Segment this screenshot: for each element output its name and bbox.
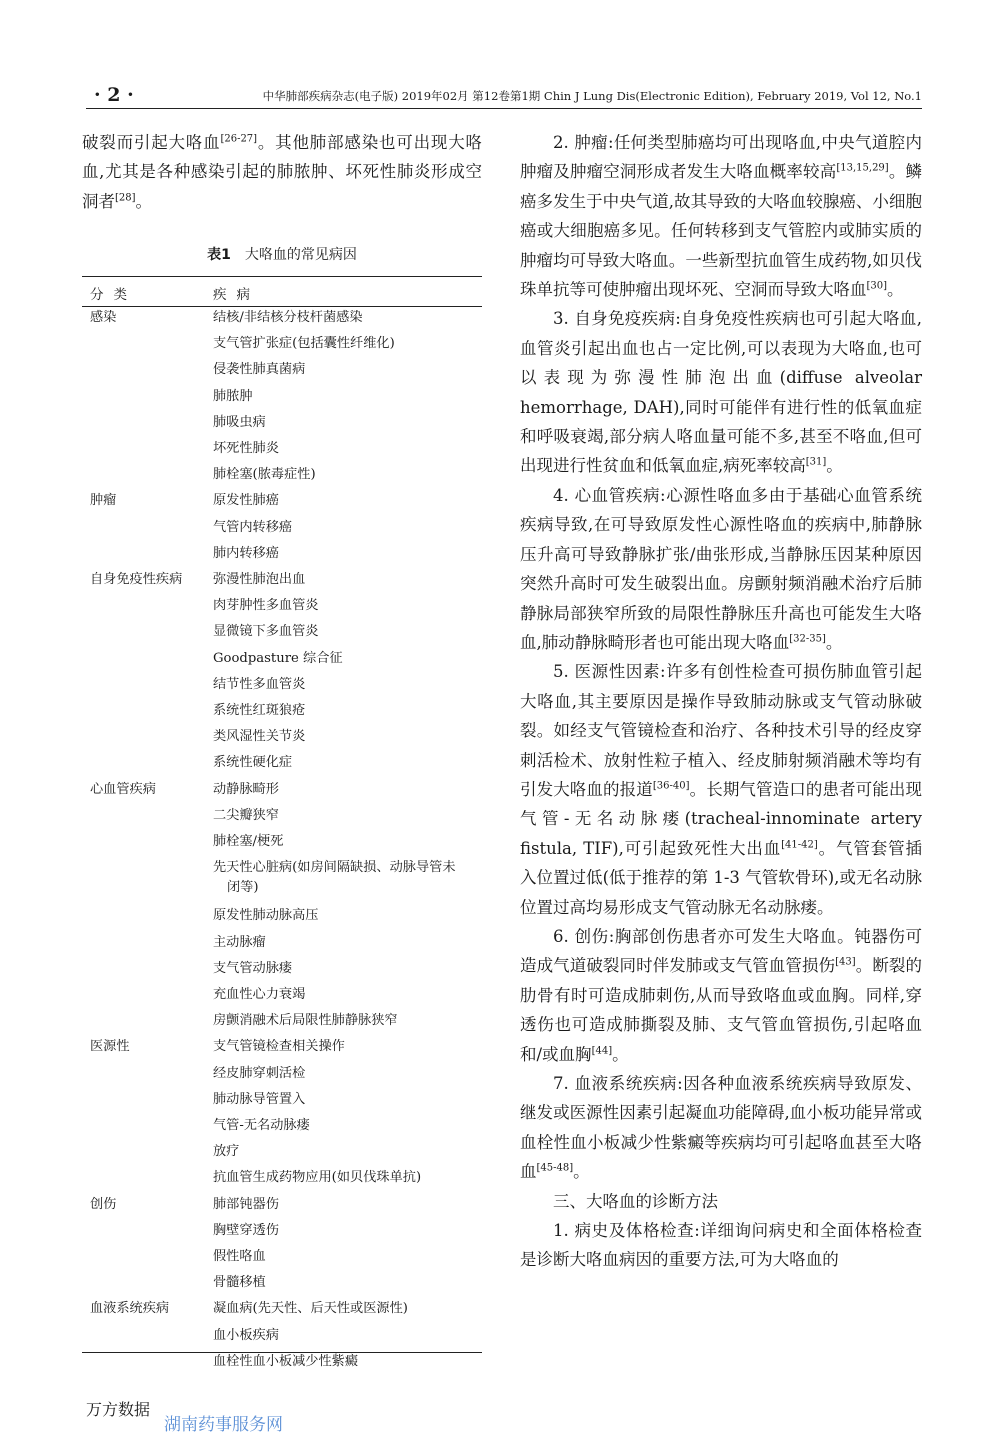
left-column-intro <box>82 128 482 216</box>
cell-category: 血液系统疾病 <box>90 1301 170 1317</box>
cell-disease: 类风湿性关节炎 <box>213 729 306 745</box>
cell-disease: 肺吸虫病 <box>213 414 266 430</box>
cell-category: 肿瘤 <box>90 493 117 509</box>
footer-source: 万方数据 <box>86 1400 151 1419</box>
cell-disease: 支气管镜检查相关操作 <box>213 1039 345 1055</box>
cell-disease: 抗血管生成药物应用(如贝伐珠单抗) <box>213 1170 422 1186</box>
cell-disease: 凝血病(先天性、后天性或医源性) <box>213 1301 408 1317</box>
cell-disease: 坏死性肺炎 <box>213 441 279 456</box>
table-bottom-rule <box>82 1352 482 1353</box>
section-heading: 三、大咯血的诊断方法 <box>553 1191 718 1211</box>
cell-disease: 肉芽肿性多血管炎 <box>213 598 319 614</box>
cell-disease: 假性咯血 <box>213 1249 266 1264</box>
cell-disease: 原发性肺动脉高压 <box>213 908 319 924</box>
paragraph-tumor: 2. 肿瘤:任何类型肺癌均可出现咯血,中央气道腔内肿瘤及肿瘤空洞形成者发生大咯血概率较高[13,15,29]。鳞癌多发生于中央气道,故其导致的大咯血较腺癌、小细胞癌或大细胞癌多见。任何转移到支气管腔内或肺实质的肿瘤均可导致大咯血。一些新型抗血管生成药物,如贝伐珠单抗等可使肿瘤出现坏死、空洞而导致大咯血[30]。 <box>520 133 923 300</box>
cell-disease: 肺栓塞/梗死 <box>213 834 284 849</box>
cell-disease: 系统性硬化症 <box>213 755 293 771</box>
cell-disease: 支气管扩张症(包括囊性纤维化) <box>213 336 395 352</box>
table-title: 大咯血的常见病因 <box>244 247 357 263</box>
cell-disease: 房颤消融术后局限性肺静脉狭窄 <box>213 1013 398 1029</box>
cell-category: 创伤 <box>90 1196 117 1212</box>
cell-disease: 二尖瓣狭窄 <box>213 807 279 823</box>
paragraph-hematologic: 7. 血液系统疾病:因各种血液系统疾病导致原发、继发或医源性因素引起凝血功能障碍,血小板功能异常或血栓性血小板减少性紫癜等疾病均可引起咯血甚至大咯血[45-48]。 <box>520 1074 922 1182</box>
cell-disease: 结节性多血管炎 <box>213 676 306 692</box>
paragraph-trauma: 6. 创伤:胸部创伤患者亦可发生大咯血。钝器伤可造成气道破裂同时伴发肺或支气管血管损伤[43]。断裂的肋骨有时可造成肺刺伤,从而导致咯血或血胸。同样,穿透伤也可造成肺撕裂及肺、支气管血管损伤,引起咯血和/或血胸[44]。 <box>520 926 923 1064</box>
cell-disease: 肺部钝器伤 <box>213 1196 279 1212</box>
running-head: 中华肺部疾病杂志(电子版) 2019年02月 第12卷第1期 Chin J Lung Dis(Electronic Edition), February 2019, Vol 12, No.1 <box>262 89 922 103</box>
cell-disease: Goodpasture 综合征 <box>213 650 343 666</box>
cell-disease: 肺栓塞(脓毒症性) <box>213 467 316 483</box>
cell-disease: 充血性心力衰竭 <box>213 987 306 1002</box>
cell-category: 感染 <box>90 310 117 325</box>
causes-table <box>82 276 482 1369</box>
header-rule <box>86 108 922 109</box>
cell-disease: 气管内转移癌 <box>213 519 293 535</box>
cell-category: 心血管疾病 <box>90 781 156 797</box>
cell-disease: 骨髓移植 <box>213 1275 266 1291</box>
cell-disease: 血小板疾病 <box>213 1327 279 1343</box>
cell-disease: 动静脉畸形 <box>213 781 279 797</box>
page-header <box>60 84 922 110</box>
table-header-rule <box>82 306 482 307</box>
cell-disease: 弥漫性肺泡出血 <box>213 572 306 587</box>
cell-disease: 胸壁穿透伤 <box>213 1222 279 1238</box>
intro-paragraph: 破裂而引起大咯血[26-27]。其他肺部感染也可出现大咯血,尤其是各种感染引起的肺脓肿、坏死性肺炎形成空洞者[28]。 <box>82 133 483 211</box>
cell-disease: 肺脓肿 <box>213 388 253 404</box>
cell-disease: 侵袭性肺真菌病 <box>213 362 306 378</box>
table-caption <box>82 244 482 264</box>
page-number: · 2 · <box>94 84 134 106</box>
cell-category: 自身免疫性疾病 <box>90 572 183 587</box>
cell-disease: 经皮肺穿刺活检 <box>213 1065 306 1081</box>
cell-disease: 结核/非结核分枝杆菌感染 <box>213 310 363 325</box>
paragraph-cardiovascular: 4. 心血管疾病:心源性咯血多由于基础心血管系统疾病导致,在可导致原发性心源性咯血的疾病中,肺静脉压升高可导致静脉扩张/曲张形成,当静脉压因某种原因突然升高时可发生破裂出血。房颤射频消融术治疗后肺静脉局部狭窄所致的局限性静脉压升高也可能发生大咯血,肺动静脉畸形者也可能出现大咯血[32-35]。 <box>520 485 922 652</box>
header-category: 分类 <box>90 287 137 303</box>
cell-disease: 系统性红斑狼疮 <box>213 703 306 718</box>
cell-disease: 主动脉瘤 <box>213 934 266 950</box>
cell-disease: 肺动脉导管置入 <box>213 1091 306 1107</box>
watermark: 湖南药事服务网 <box>164 1415 283 1435</box>
paragraph-iatrogenic: 5. 医源性因素:许多有创性检查可损伤肺血管引起大咯血,其主要原因是操作导致肺动脉或支气管动脉破裂。如经支气管镜检查和治疗、各种技术引导的经皮穿刺活检术、放射性粒子植入、经皮肺射频消融术等均有引发大咯血的报道[36-40]。长期气管造口的患者可能出现气管-无名动脉瘘(tracheal-innominate artery fistula, TIF),可引起致死性大出血[41-42]。气管套管插入位置过低(低于推荐的第 1-3 气管软骨环),或无名动脉位置过高均易形成支气管动脉无名动脉瘘。 <box>520 662 923 917</box>
cell-disease: 气管-无名动脉瘘 <box>213 1118 310 1133</box>
cell-disease: 放疗 <box>213 1144 240 1160</box>
right-column <box>520 128 922 1275</box>
cell-category: 医源性 <box>90 1039 130 1055</box>
cell-disease: 先天性心脏病(如房间隔缺损、动脉导管未 闭等) <box>213 860 456 896</box>
cell-disease: 支气管动脉瘘 <box>213 960 293 976</box>
paragraph-history: 1. 病史及体格检查:详细询问病史和全面体格检查是诊断大咯血病因的重要方法,可为大咯血的 <box>520 1221 922 1270</box>
cell-disease: 肺内转移癌 <box>213 545 279 561</box>
header-disease: 疾病 <box>213 287 260 303</box>
paragraph-autoimmune: 3. 自身免疫疾病:自身免疫性疾病也可引起大咯血,血管炎引起出血也占一定比例,可以表现为大咯血,也可以表现为弥漫性肺泡出血(diffuse alveolar hemorrhage, DAH),同时可能伴有进行性的低氧血症和呼吸衰竭,部分病人咯血量可能不多,甚至不咯血,但可出现进行性贫血和低氧血症,病死率较高[31]。 <box>520 309 922 476</box>
cell-disease: 显微镜下多血管炎 <box>213 624 319 640</box>
table-label: 表1 <box>207 247 231 263</box>
table-header <box>82 277 482 306</box>
cell-disease: 原发性肺癌 <box>213 493 279 509</box>
cell-disease: 血栓性血小板减少性紫癜 <box>213 1353 359 1369</box>
